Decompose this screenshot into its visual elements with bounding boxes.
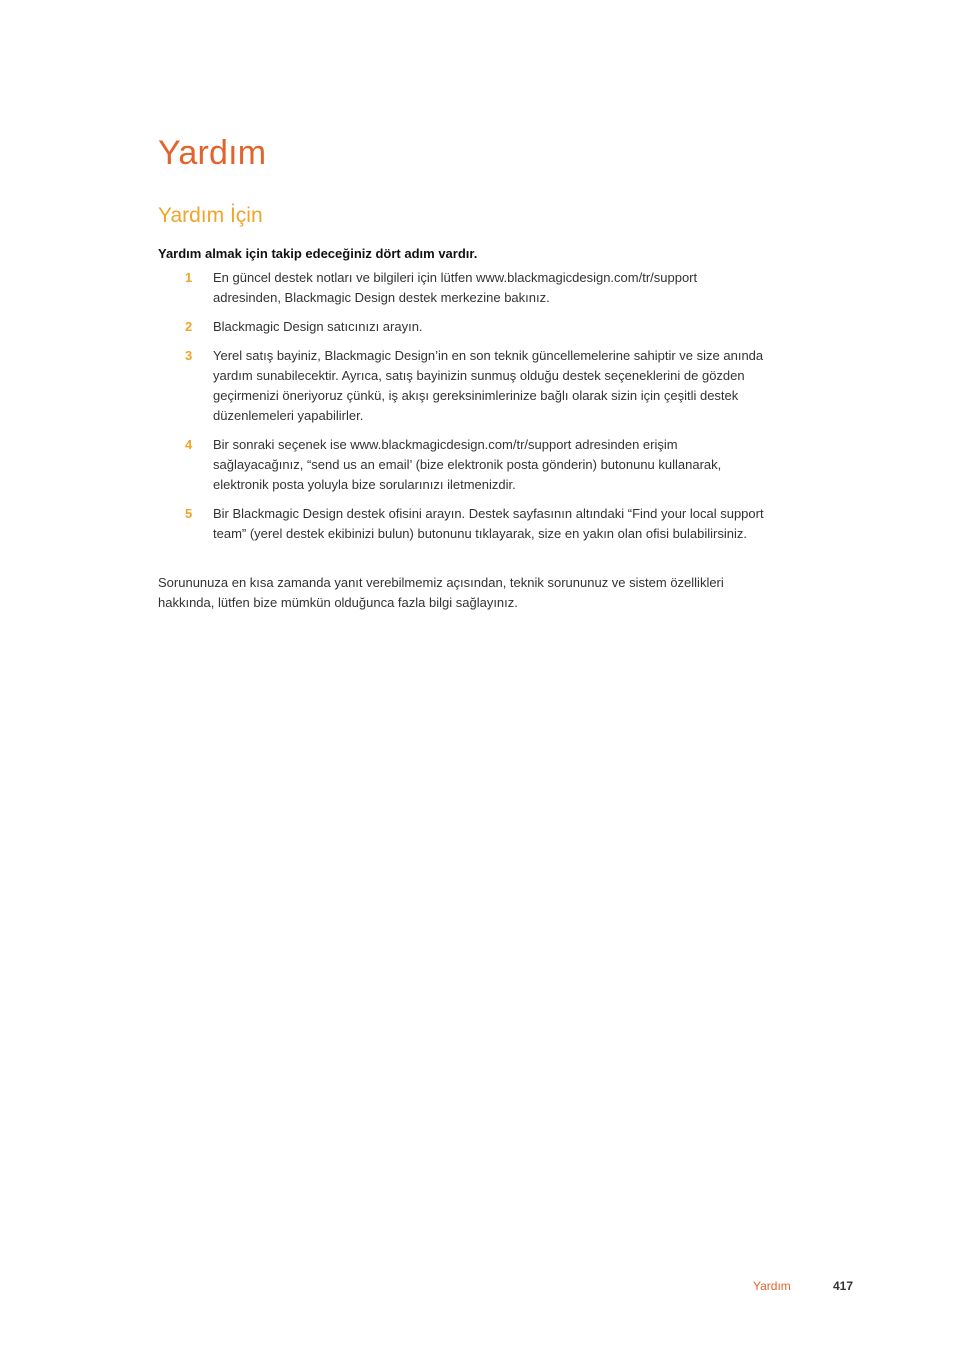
step-item-2: [158, 317, 768, 337]
closing-paragraph: Sorununuza en kısa zamanda yanıt verebilmemiz açısından, teknik sorununuz ve sistem özellikleri hakkında, lütfen bize mümkün olduğunca fazla bilgi sağlayınız.: [158, 575, 724, 610]
footer-section-name: Yardım: [753, 1279, 791, 1293]
step-text: En güncel destek notları ve bilgileri için lütfen www.blackmagicdesign.com/tr/support adresinden, Blackmagic Design destek merkezine bakınız.: [213, 270, 698, 305]
step-text: Blackmagic Design satıcınızı arayın.: [213, 319, 423, 334]
step-text: Bir Blackmagic Design destek ofisini arayın. Destek sayfasının altındaki “Find your local support team” (yerel destek ekibinizi bulun) butonunu tıklayarak, size en yakın olan ofisi bulabilirsiniz.: [213, 506, 764, 541]
step-text: Bir sonraki seçenek ise www.blackmagicdesign.com/tr/support adresinden erişim sağlayacağınız, “send us an email’ (bize elektronik posta gönderin) butonunu kullanarak, elektronik posta yoluyla bize sorularınızı iletmenizdir.: [213, 437, 722, 492]
footer-page-number: 417: [833, 1279, 854, 1293]
step-number: 4: [185, 437, 193, 452]
step-item-5: [158, 504, 768, 544]
step-number: 1: [185, 270, 193, 285]
step-number: 3: [185, 348, 193, 363]
step-number: 2: [185, 319, 193, 334]
step-text: Yerel satış bayiniz, Blackmagic Design’in en son teknik güncellemelerine sahiptir ve size anında yardım sunabilecektir. Ayrıca, satış bayinizin sunmuş olduğu destek seçeneklerini de gözden geçirmenizi öneriyoruz çünkü, iş akışı gereksinimlerinize bağlı olarak sizin için çeşitli destek düzenlemeleri yapabilirler.: [213, 348, 764, 423]
step-item-1: [158, 268, 768, 308]
step-item-4: [158, 435, 768, 495]
step-number: 5: [185, 506, 193, 521]
section-title: Yardım İçin: [158, 204, 263, 227]
steps-list: [158, 268, 768, 553]
intro-text: Yardım almak için takip edeceğiniz dört adım vardır.: [158, 246, 478, 261]
page-title: Yardım: [158, 134, 267, 172]
step-item-3: [158, 346, 768, 426]
